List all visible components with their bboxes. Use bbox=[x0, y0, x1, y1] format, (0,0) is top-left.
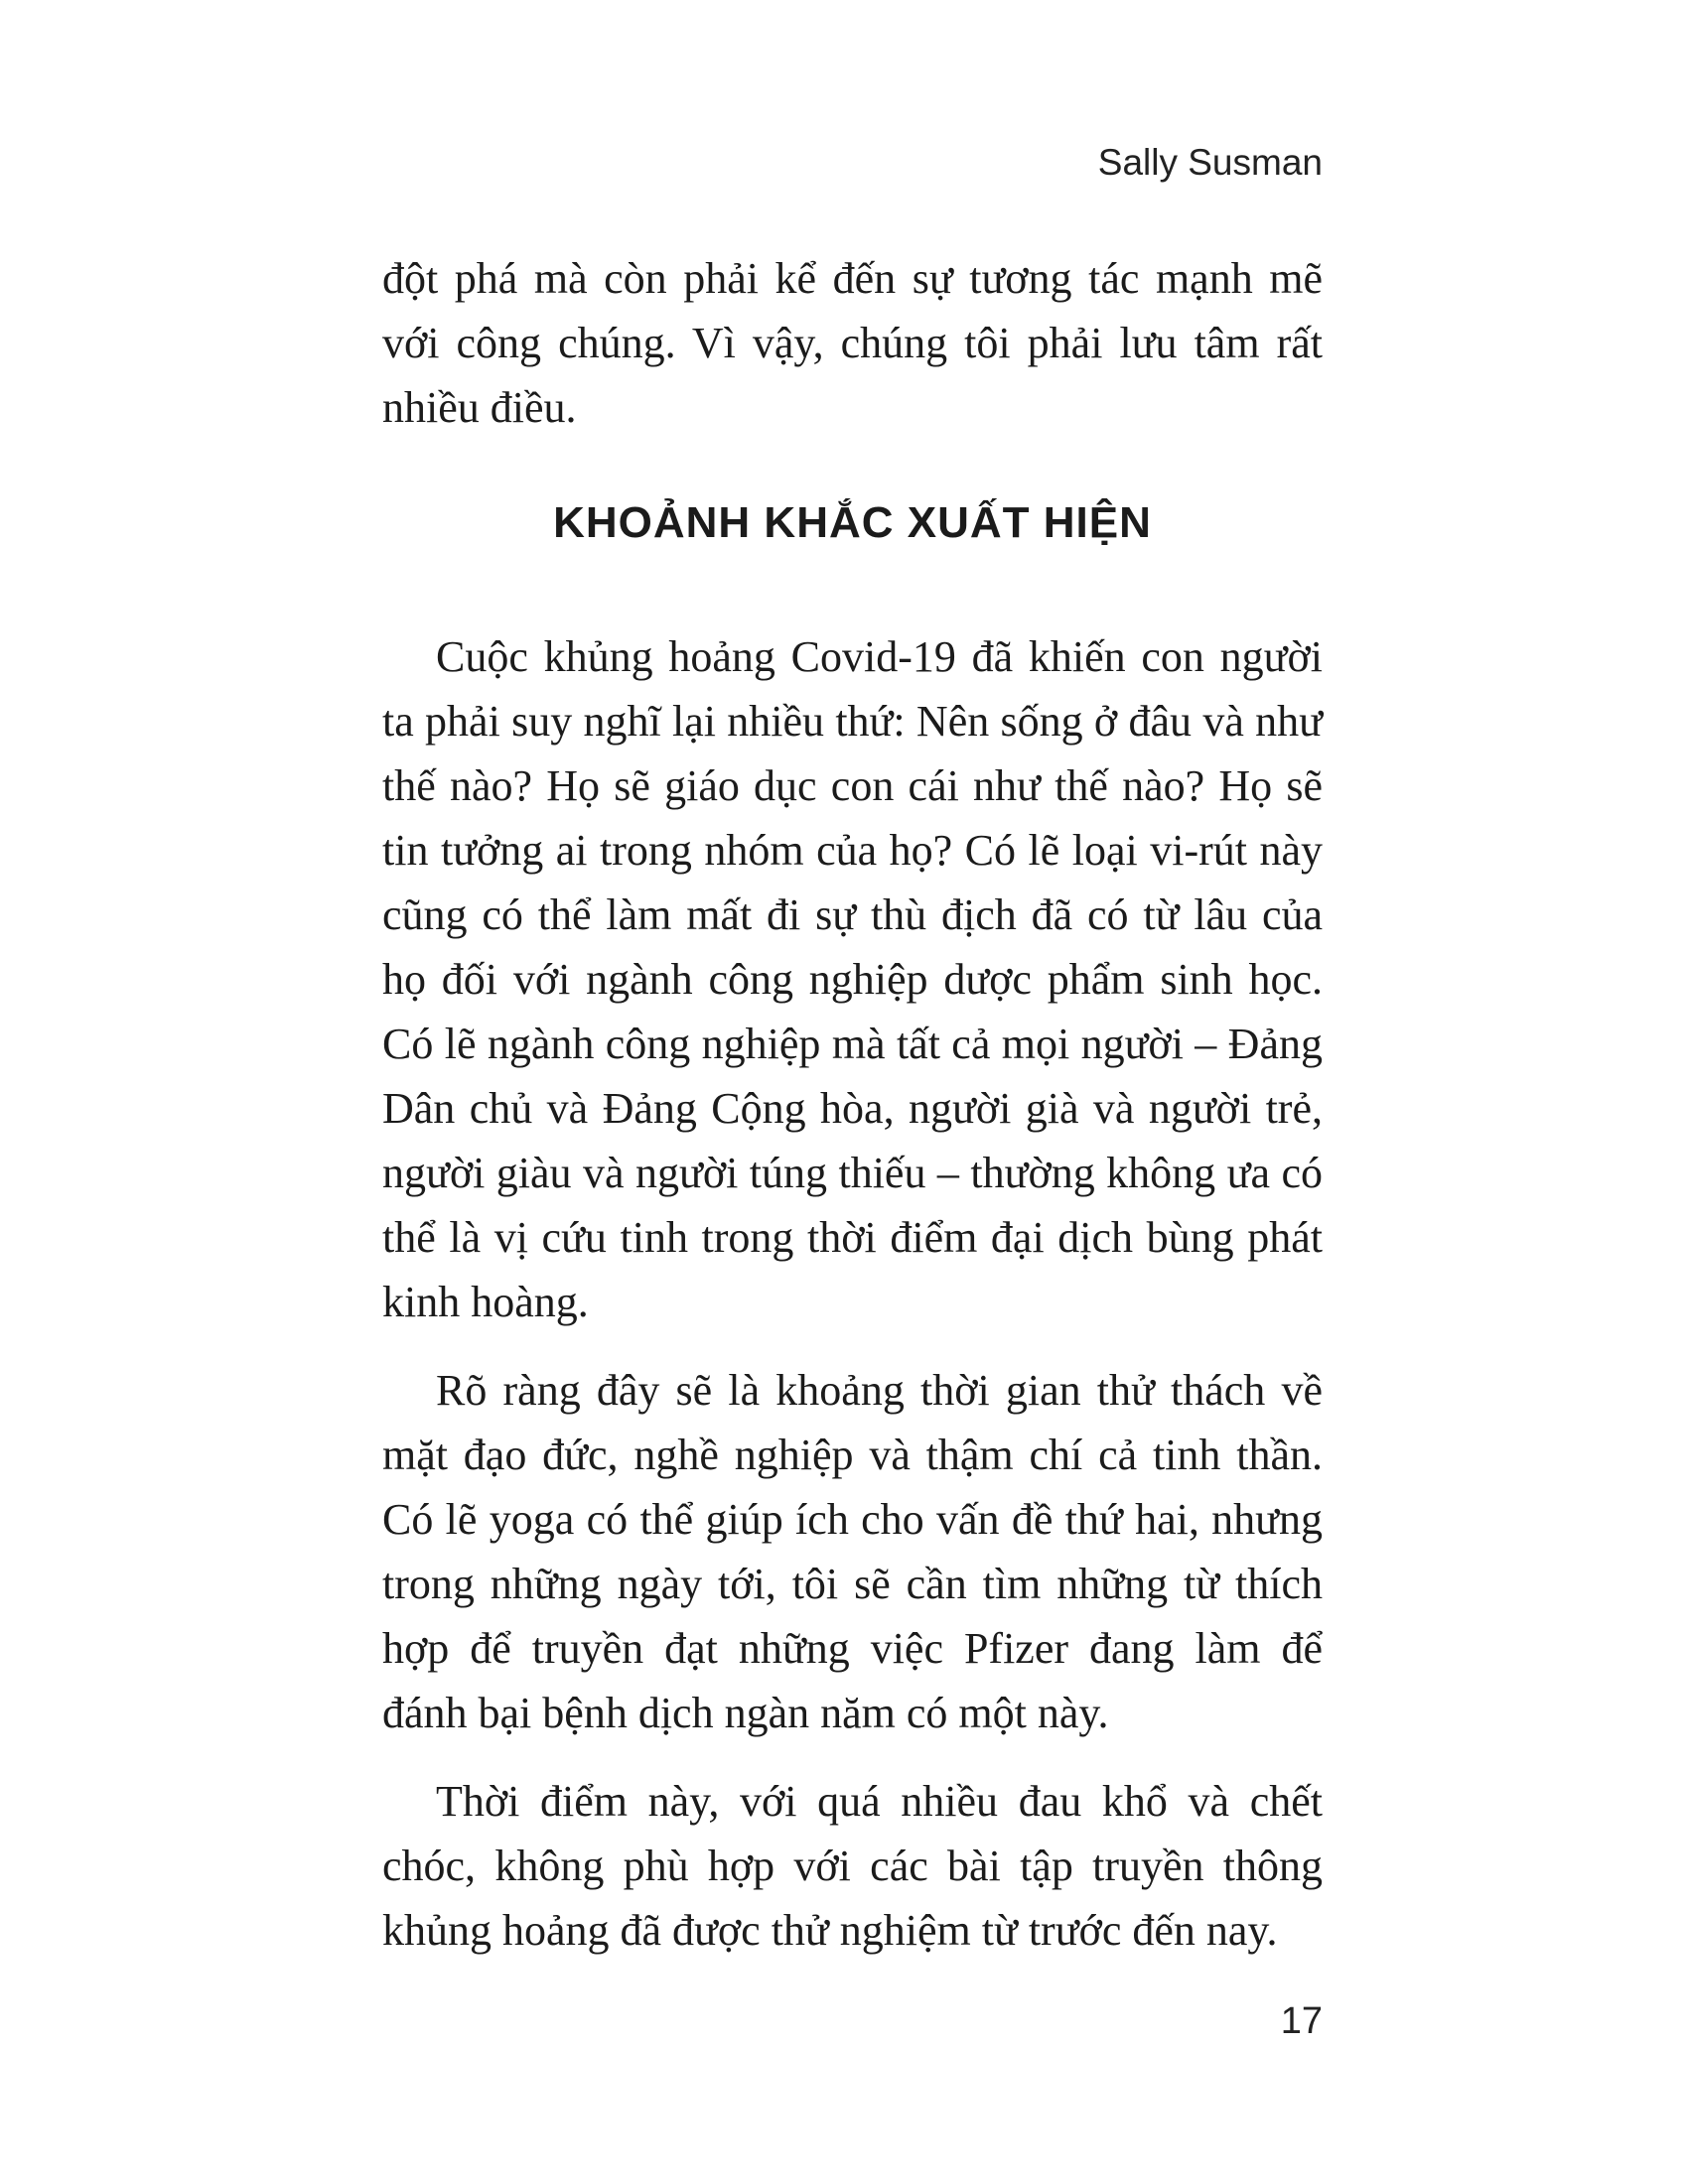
paragraph: Rõ ràng đây sẽ là khoảng thời gian thử thách về mặt đạo đức, nghề nghiệp và thậm chí cả tinh thần. Có lẽ yoga có thể giúp ích cho vấn đề thứ hai, nhưng trong những ngày tới, tôi sẽ cần tìm những từ thích hợp để truyền đạt những việc Pfizer đang làm để đánh bại bệnh dịch ngàn năm có một này. bbox=[382, 1366, 1323, 1737]
running-header bbox=[382, 142, 1323, 184]
page-text-column bbox=[382, 246, 1323, 1963]
paragraph-continuation: đột phá mà còn phải kể đến sự tương tác mạnh mẽ với công chúng. Vì vậy, chúng tôi phải lưu tâm rất nhiều điều. bbox=[382, 254, 1323, 432]
running-header-author: Sally Susman bbox=[1097, 142, 1323, 183]
page-number: 17 bbox=[1280, 2000, 1323, 2042]
paragraph: Cuộc khủng hoảng Covid-19 đã khiến con người ta phải suy nghĩ lại nhiều thứ: Nên sống ở đâu và như thế nào? Họ sẽ giáo dục con cái như thế nào? Họ sẽ tin tưởng ai trong nhóm của họ? Có lẽ loại vi-rút này cũng có thể làm mất đi sự thù địch đã có từ lâu của họ đối với ngành công nghiệp dược phẩm sinh học. Có lẽ ngành công nghiệp mà tất cả mọi người – Đảng Dân chủ và Đảng Cộng hòa, người già và người trẻ, người giàu và người túng thiếu – thường không ưa có thể là vị cứu tinh trong thời điểm đại dịch bùng phát kinh hoàng. bbox=[382, 632, 1323, 1326]
paragraph: Thời điểm này, với quá nhiều đau khổ và chết chóc, không phù hợp với các bài tập truyền thông khủng hoảng đã được thử nghiệm từ trước đến nay. bbox=[382, 1777, 1323, 1955]
page-footer bbox=[382, 1999, 1323, 2043]
section-heading: KHOẢNH KHẮC XUẤT HIỆN bbox=[553, 498, 1152, 547]
